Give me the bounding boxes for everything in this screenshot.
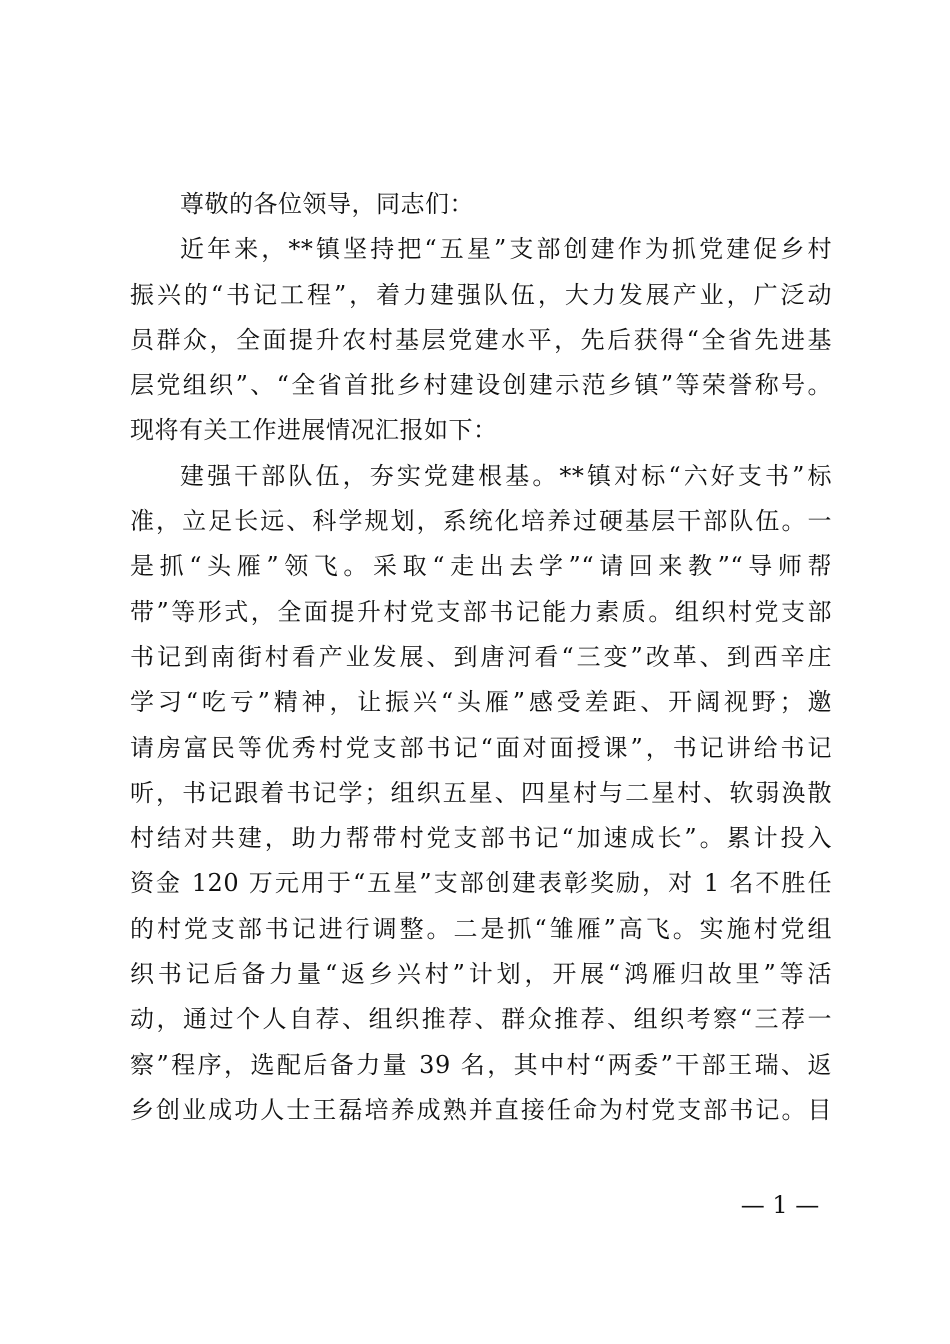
text-line: 村结对共建，助力帮带村党支部书记“加速成长”。累计投入 xyxy=(130,824,832,853)
text-line: 员群众，全面提升农村基层党建水平，先后获得“全省先进基 xyxy=(130,325,832,354)
text-line: 准，立足长远、科学规划，系统化培养过硬基层干部队伍。一 xyxy=(130,507,832,536)
text-line: 带”等形式，全面提升村党支部书记能力素质。组织村党支部 xyxy=(130,597,832,626)
text-line: 资金 120 万元用于“五星”支部创建表彰奖励，对 1 名不胜任 xyxy=(130,869,832,898)
text-line: 察”程序，选配后备力量 39 名，其中村“两委”干部王瑞、返 xyxy=(130,1050,832,1079)
text-line: 现将有关工作进展情况汇报如下： xyxy=(130,416,498,445)
document-body xyxy=(130,182,832,1133)
text-line: 建强干部队伍，夯实党建根基。**镇对标“六好支书”标 xyxy=(180,461,832,490)
text-line: 动，通过个人自荐、组织推荐、群众推荐、组织考察“三荐一 xyxy=(130,1005,832,1034)
text-line: 学习“吃亏”精神，让振兴“头雁”感受差距、开阔视野；邀 xyxy=(130,688,832,717)
text-line: 织书记后备力量“返乡兴村”计划，开展“鸿雁归故里”等活 xyxy=(130,960,832,989)
text-line: 的村党支部书记进行调整。二是抓“雏雁”高飞。实施村党组 xyxy=(130,914,832,943)
text-line: 书记到南街村看产业发展、到唐河看“三变”改革、到西辛庄 xyxy=(130,642,832,671)
text-line: 听，书记跟着书记学；组织五星、四星村与二星村、软弱涣散 xyxy=(130,778,832,807)
page-number: — 1 — xyxy=(740,1191,820,1219)
text-line: 振兴的“书记工程”，着力建强队伍，大力发展产业，广泛动 xyxy=(130,280,832,309)
text-line: 是抓“头雁”领飞。采取“走出去学”“请回来教”“导师帮 xyxy=(130,552,832,581)
text-line: 近年来，**镇坚持把“五星”支部创建作为抓党建促乡村 xyxy=(180,235,832,264)
text-line: 请房富民等优秀村党支部书记“面对面授课”，书记讲给书记 xyxy=(130,733,832,762)
salutation-line: 尊敬的各位领导，同志们： xyxy=(180,190,474,218)
text-line: 乡创业成功人士王磊培养成熟并直接任命为村党支部书记。目 xyxy=(130,1095,832,1124)
text-line: 层党组织”、“全省首批乡村建设创建示范乡镇”等荣誉称号。 xyxy=(130,371,832,400)
